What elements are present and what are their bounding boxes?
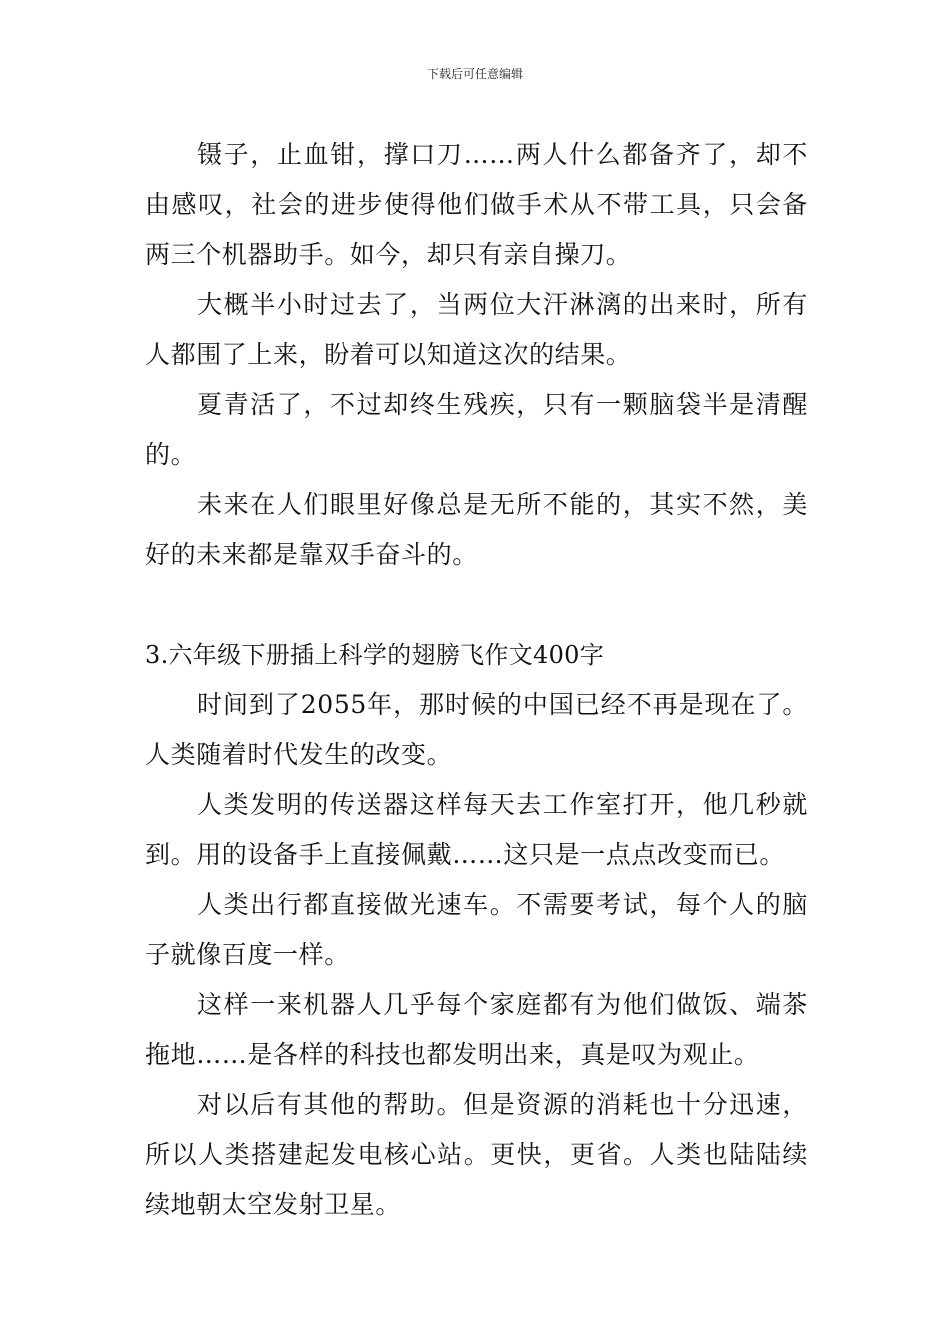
paragraph: 人类发明的传送器这样每天去工作室打开，他几秒就到。用的设备手上直接佩戴……这只是一点点改变而已。 — [145, 790, 808, 869]
paragraph: 未来在人们眼里好像总是无所不能的，其实不然，美好的未来都是靠双手奋斗的。 — [145, 490, 808, 569]
paragraph: 镊子，止血钳，撑口刀……两人什么都备齐了，却不由感叹，社会的进步使得他们做手术从不带工具，只会备两三个机器助手。如今，却只有亲自操刀。 — [145, 140, 808, 269]
page-header: 下载后可任意编辑 — [426, 67, 523, 81]
paragraph: 大概半小时过去了，当两位大汗淋漓的出来时，所有人都围了上来，盼着可以知道这次的结果。 — [145, 290, 808, 369]
paragraph: 人类出行都直接做光速车。不需要考试，每个人的脑子就像百度一样。 — [145, 890, 808, 969]
paragraph: 这样一来机器人几乎每个家庭都有为他们做饭、端茶拖地……是各样的科技也都发明出来，真是叹为观止。 — [145, 990, 808, 1069]
section-heading: 3.六年级下册插上科学的翅膀飞作文400字 — [145, 641, 605, 669]
paragraph: 夏青活了，不过却终生残疾，只有一颗脑袋半是清醒的。 — [145, 390, 808, 469]
section-spacer — [145, 580, 808, 630]
document-body — [145, 130, 808, 1230]
paragraph: 对以后有其他的帮助。但是资源的消耗也十分迅速，所以人类搭建起发电核心站。更快，更省。人类也陆陆续续地朝太空发射卫星。 — [145, 1090, 808, 1219]
paragraph: 时间到了2055年，那时候的中国已经不再是现在了。人类随着时代发生的改变。 — [145, 690, 808, 769]
